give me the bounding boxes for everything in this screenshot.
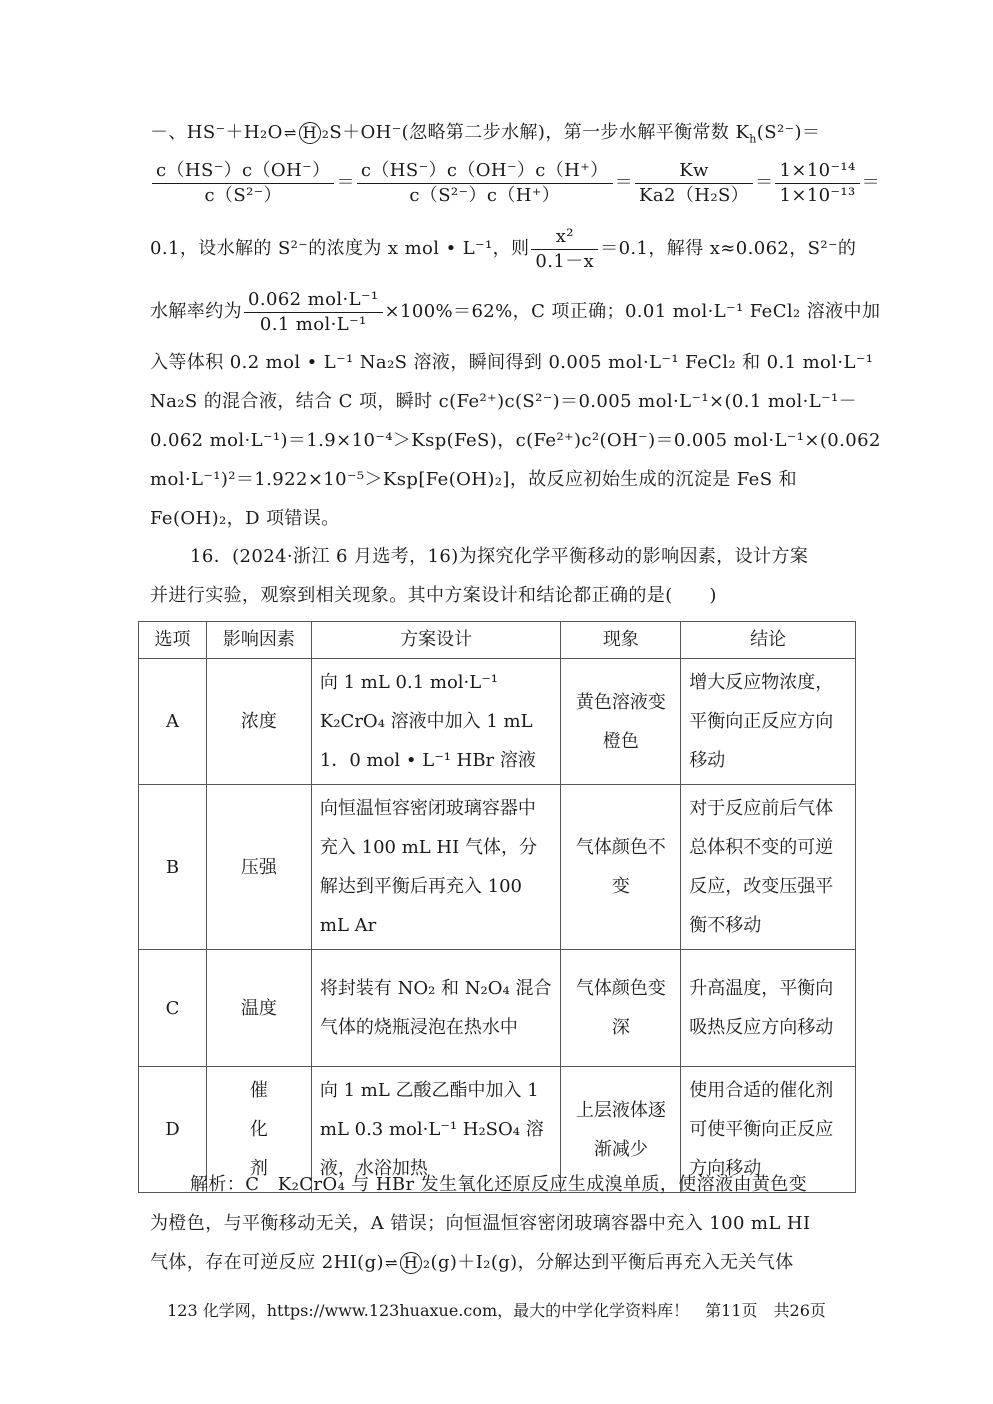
table-row: [139, 785, 856, 950]
conclusion-cell: 对于反应前后气体总体积不变的可逆反应，改变压强平衡不移动: [681, 785, 856, 950]
solution-line-3: 0.1，设水解的 S²⁻的浓度为 x mol • L⁻¹，则 $\frac{\text{x²}}{0.1-x}$ ＝0.1，解得 x≈0.062，S²⁻的: [150, 225, 857, 272]
option-label: C: [139, 950, 207, 1067]
solution-line-9: Fe(OH)₂，D 项错误。: [150, 508, 340, 529]
page-footer: 123 化学网，https://www.123huaxue.com，最大的中学化学资料库！ 第11页 共26页: [167, 1301, 826, 1320]
solution-line-1: －、HS⁻＋H₂O⇌ H ₂S＋OH⁻(忽略第二步水解)，第一步水解平衡常数 $K_h(S^{2-})=$: [150, 122, 821, 146]
circled-letter: H: [400, 1252, 422, 1274]
options-table: [138, 621, 856, 1193]
design-cell: 向恒温恒容密闭玻璃容器中充入 100 mL HI 气体，分解达到平衡后再充入 100 mL Ar: [311, 785, 561, 950]
analysis-line-3: 气体，存在可逆反应 2HI(g)⇌ H ₂(g)＋I₂(g)，分解达到平衡后再充入无关气体: [150, 1250, 850, 1276]
header-cell: 现象: [561, 622, 681, 659]
solution-line-8: mol·L⁻¹)²＝1.922×10⁻⁵＞Ksp[Fe(OH)₂]，故反应初始生成的沉淀是 FeS 和: [150, 469, 797, 490]
table-row: [139, 950, 856, 1067]
phenomenon-cell: 气体颜色变深: [561, 950, 681, 1067]
header-cell: 结论: [681, 622, 856, 659]
phenomenon-cell: 气体颜色不变: [561, 785, 681, 950]
fraction: $\frac{\text{x²}}{0.1-x}$: [531, 225, 598, 274]
factor-cell: 浓度: [206, 659, 311, 785]
question-line-1: 16．(2024·浙江 6 月选考，16)为探究化学平衡移动的影响因素，设计方案: [190, 546, 809, 567]
option-label: A: [139, 659, 207, 785]
factor-cell: 催化剂: [206, 1067, 311, 1193]
header-cell: 选项: [139, 622, 207, 659]
design-cell: 向 1 mL 乙酸乙酯中加入 1 mL 0.3 mol·L⁻¹ H₂SO₄ 溶液，水浴加热: [311, 1067, 561, 1193]
table-header-row: [139, 622, 856, 659]
fraction: $\frac{\text{1×10⁻¹⁴}}{\text{1×10⁻¹³}}$: [775, 159, 859, 208]
solution-line-6: Na₂S 的混合液，结合 C 项，瞬时 c(Fe²⁺)c(S²⁻)＝0.005 mol·L⁻¹×(0.1 mol·L⁻¹－: [150, 391, 858, 412]
analysis-line-2: 为橙色，与平衡移动无关，A 错误；向恒温恒容密闭玻璃容器中充入 100 mL HI: [150, 1213, 811, 1234]
table-row: [139, 659, 856, 785]
fraction: $\frac{Kw}{\text{Ka2（H₂S）}}$: [635, 159, 753, 208]
design-cell: 将封装有 NO₂ 和 N₂O₄ 混合气体的烧瓶浸泡在热水中: [311, 950, 561, 1067]
design-cell: 向 1 mL 0.1 mol·L⁻¹ K₂CrO₄ 溶液中加入 1 mL 1．0 mol • L⁻¹ HBr 溶液: [311, 659, 561, 785]
conclusion-cell: 使用合适的催化剂可使平衡向正反应方向移动: [681, 1067, 856, 1193]
question-line-2: 并进行实验，观察到相关现象。其中方案设计和结论都正确的是( ): [150, 585, 717, 606]
fraction: $\frac{\text{0.062 mol·L⁻¹}}{\text{0.1 mol·L⁻¹}}$: [244, 288, 383, 337]
circled-letter: H: [299, 122, 321, 144]
factor-cell: 温度: [206, 950, 311, 1067]
analysis-line-1: 解析：C K₂CrO₄ 与 HBr 发生氧化还原反应生成溴单质，使溶液由黄色变: [190, 1174, 808, 1195]
header-cell: 影响因素: [206, 622, 311, 659]
conclusion-cell: 增大反应物浓度，平衡向正反应方向移动: [681, 659, 856, 785]
option-label: D: [139, 1067, 207, 1193]
fraction: $\frac{c(HS^-)c(OH^-)c(H^+)}{\text{c（S²⁻）c（H⁺）}}$: [357, 159, 613, 208]
solution-line-5: 入等体积 0.2 mol • L⁻¹ Na₂S 溶液，瞬间得到 0.005 mol·L⁻¹ FeCl₂ 和 0.1 mol·L⁻¹: [150, 352, 874, 373]
solution-line-4: 水解率约为 $\frac{\text{0.062 mol·L⁻¹}}{\text{0.1 mol·L⁻¹}}$ ×100%＝62%，C 项正确；0.01 mol·L⁻¹ FeCl₂ 溶液中加: [150, 288, 881, 335]
phenomenon-cell: 上层液体逐渐减少: [561, 1067, 681, 1193]
conclusion-cell: 升高温度，平衡向吸热反应方向移动: [681, 950, 856, 1067]
solution-line-7: 0.062 mol·L⁻¹)＝1.9×10⁻⁴＞Ksp(FeS)，c(Fe²⁺)c²(OH⁻)＝0.005 mol·L⁻¹×(0.062: [150, 430, 881, 451]
fraction: $\frac{c(HS^-)c(OH^-)}{\text{c（S²⁻）}}$: [152, 159, 334, 208]
header-cell: 方案设计: [311, 622, 561, 659]
option-label: B: [139, 785, 207, 950]
reversible-arrow-icon: ⇌: [384, 1254, 398, 1272]
phenomenon-cell: 黄色溶液变橙色: [561, 659, 681, 785]
reversible-arrow-icon: ⇌: [283, 124, 297, 142]
factor-cell: 压强: [206, 785, 311, 950]
solution-fraction-line: $\frac{c(HS^-)c(OH^-)}{\text{c（S²⁻）}}$ ＝ $\frac{c(HS^-)c(OH^-)c(H^+)}{\text{c（S²⁻）c（H⁺）}}$ ＝ $\frac{Kw}{\text{Ka2（H₂S）}}$ ＝ $\frac{\text{1×10⁻¹⁴}}{\text{1×10⁻¹³}}$ ＝: [150, 158, 850, 208]
